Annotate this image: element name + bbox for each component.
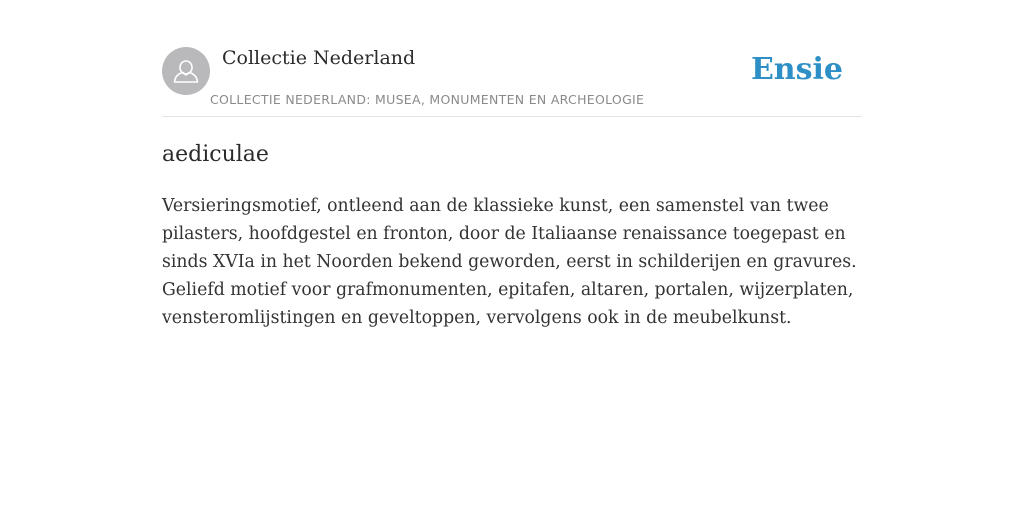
- brand-logo[interactable]: Ensie: [750, 52, 843, 87]
- entry-header: [162, 0, 862, 117]
- entry-term: aediculae: [162, 142, 269, 167]
- author-name[interactable]: Collectie Nederland: [222, 47, 416, 69]
- source-label[interactable]: COLLECTIE NEDERLAND: MUSEA, MONUMENTEN EN ARCHEOLOGIE: [210, 92, 645, 107]
- entry-definition: Versieringsmotief, ontleend aan de klassieke kunst, een samenstel van twee pilasters, hoofdgestel en fronton, door de Italiaanse renaissance toegepast en sinds XVIa in het Noorden bekend geworden, eerst in schilderijen en gravures. Geliefd motief voor grafmonumenten, epitafen, altaren, portalen, wijzerplaten, vensteromlijstingen en geveltoppen, vervolgens ook in de meubelkunst.: [162, 196, 857, 328]
- user-silhouette-icon: [162, 47, 210, 95]
- avatar[interactable]: [162, 47, 210, 95]
